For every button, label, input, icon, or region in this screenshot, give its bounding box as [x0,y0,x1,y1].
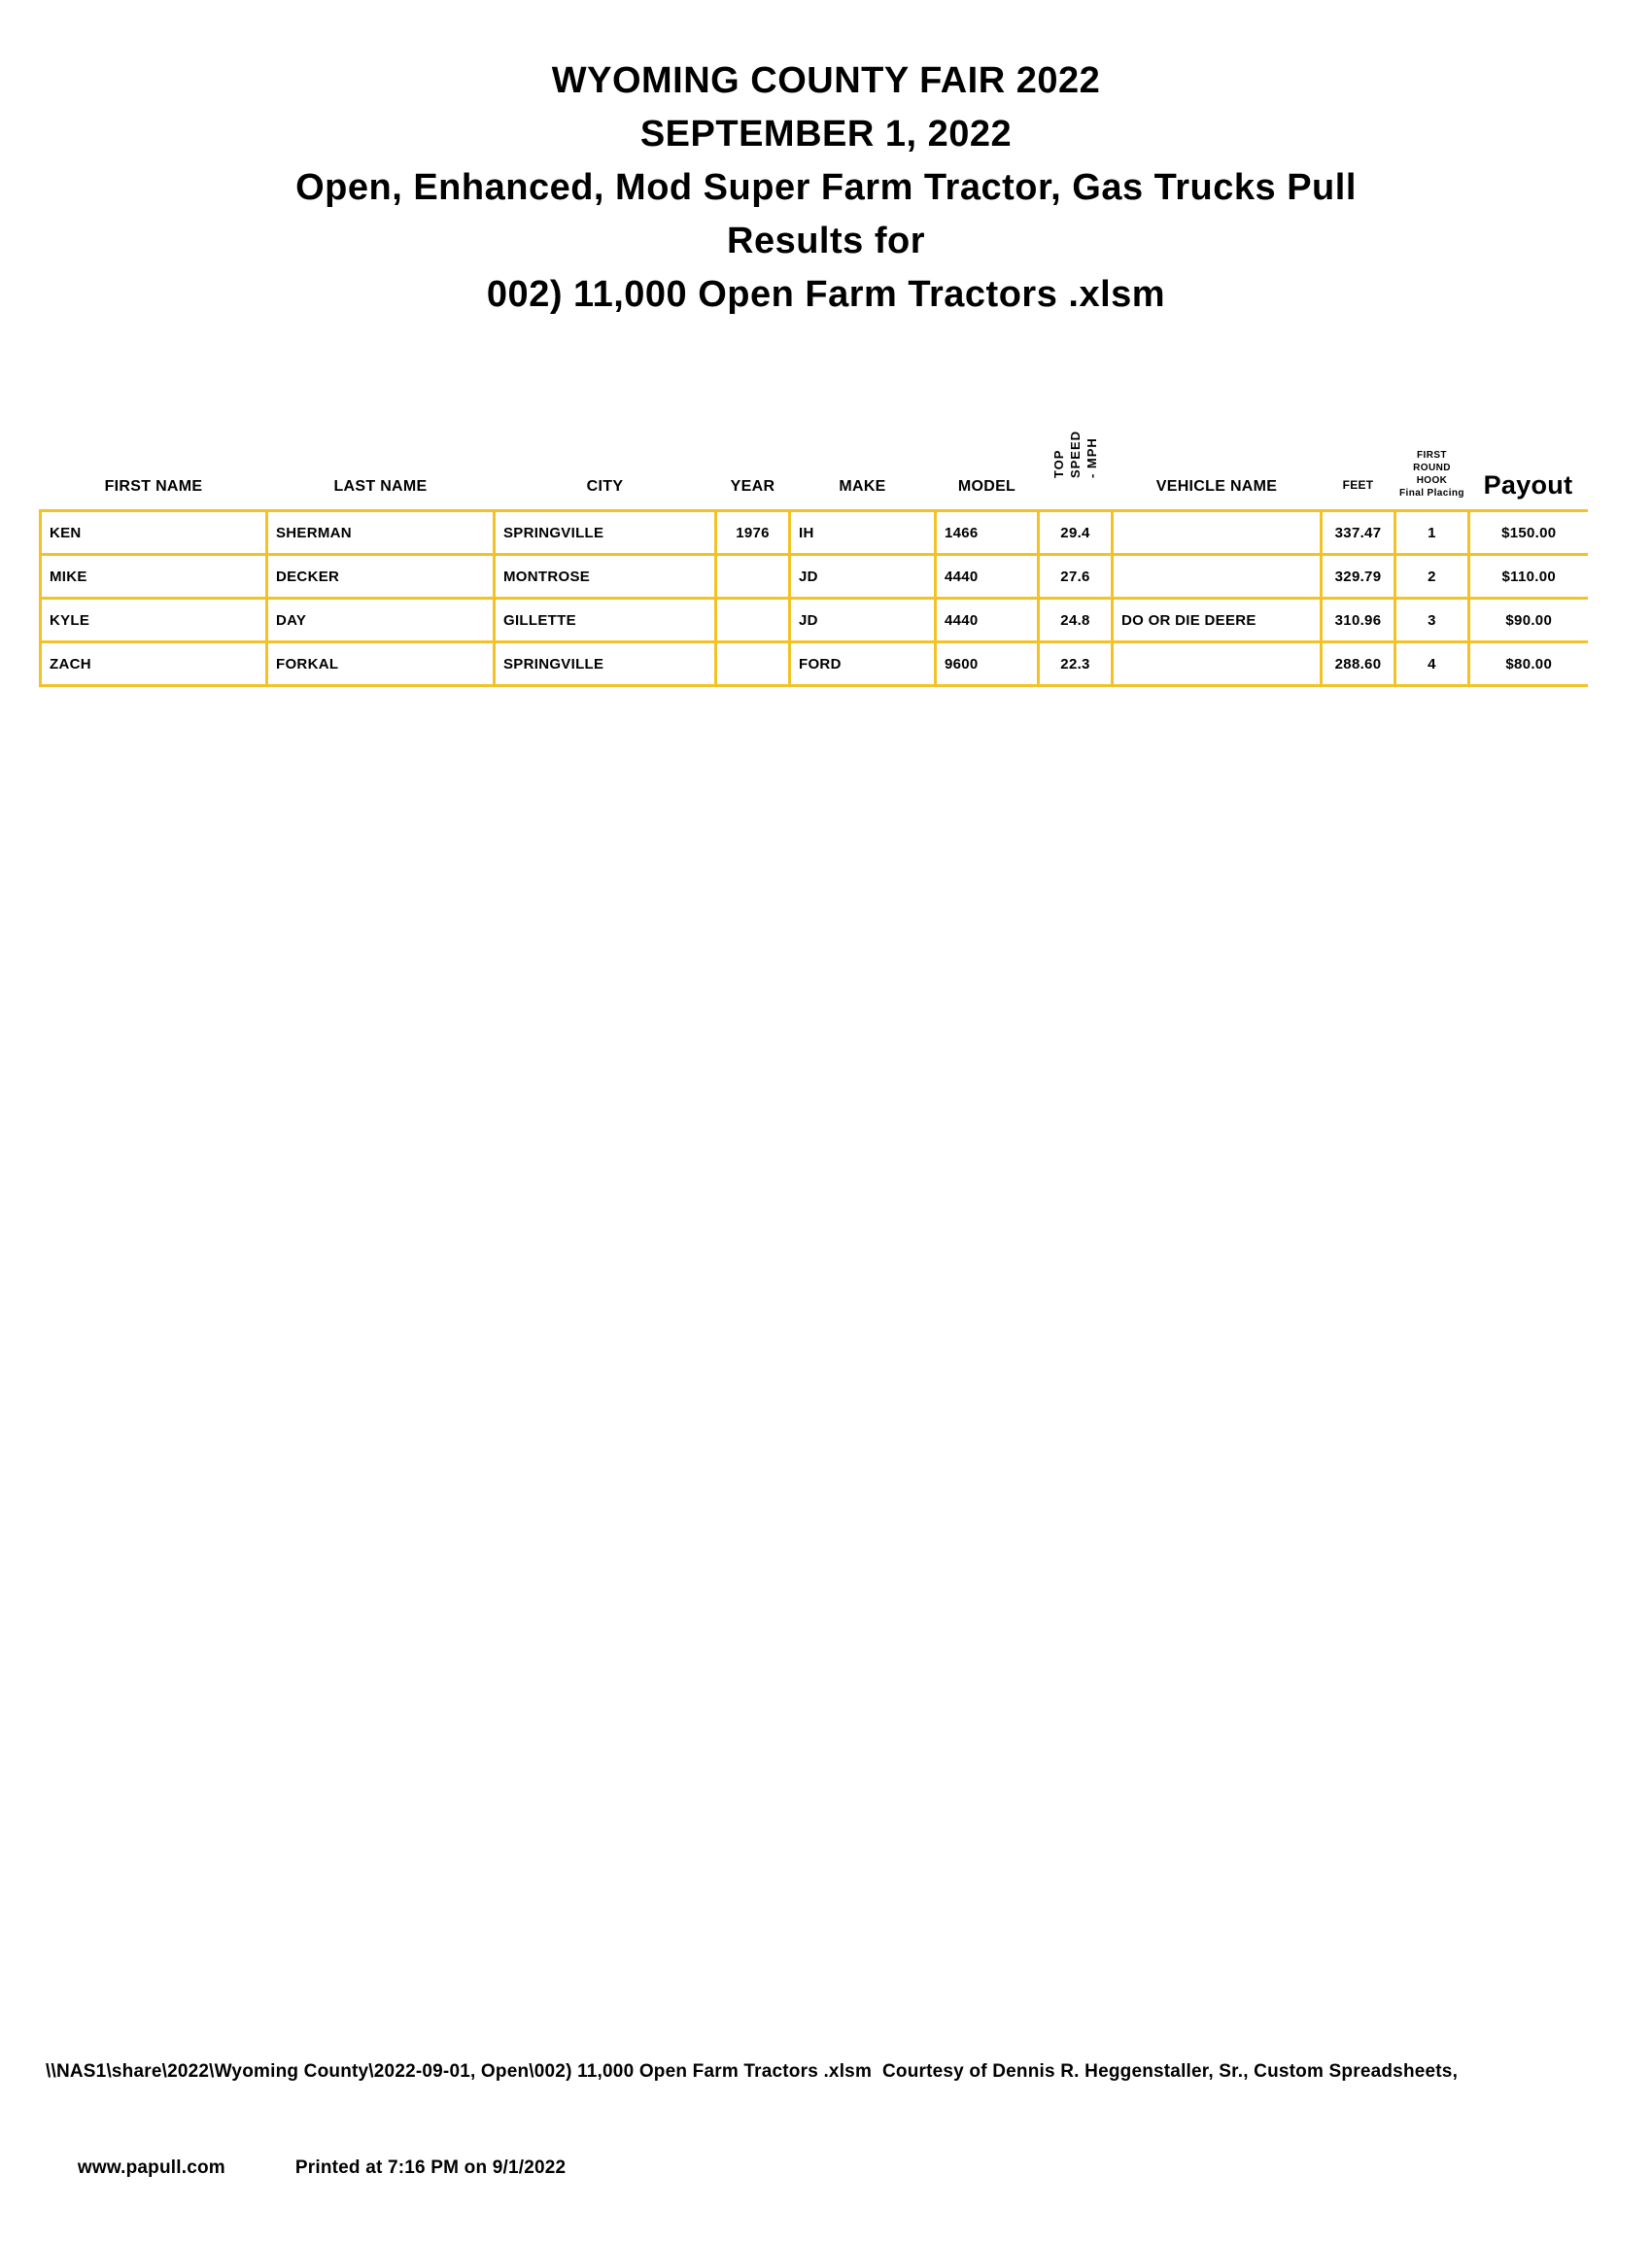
cell-vehicle-name [1113,642,1322,686]
cell-first-name: KYLE [41,599,267,642]
cell-payout: $80.00 [1469,642,1588,686]
cell-model: 1466 [936,511,1039,555]
title-date: SEPTEMBER 1, 2022 [639,114,1013,155]
cell-model: 9600 [936,642,1039,686]
header-model: MODEL [957,478,1016,495]
table-row [41,642,1588,686]
hook-line-final-placing: Final Placing [1399,488,1464,499]
cell-feet: 288.60 [1322,642,1395,686]
speed-line-top: TOP [1050,449,1066,478]
hook-line-first-round: FIRST ROUND [1413,450,1451,473]
cell-first-name: KEN [41,511,267,555]
table-row [41,599,1588,642]
cell-make: JD [790,599,936,642]
header-vehicle-name: VEHICLE NAME [1155,478,1278,495]
header-first-name: FIRST NAME [104,478,203,495]
cell-payout: $150.00 [1469,511,1588,555]
cell-vehicle-name: DO OR DIE DEERE [1113,599,1322,642]
cell-city: GILLETTE [495,599,716,642]
title-results-for: Results for [727,221,925,261]
cell-feet: 329.79 [1322,555,1395,599]
header-row [41,412,1588,511]
cell-model: 4440 [936,599,1039,642]
header-hook-placing [1395,412,1469,511]
cell-placing: 2 [1395,555,1469,599]
speed-line-mph: - MPH [1084,436,1099,478]
cell-make: JD [790,555,936,599]
cell-last-name: FORKAL [267,642,495,686]
cell-make: IH [790,511,936,555]
cell-last-name: SHERMAN [267,511,495,555]
cell-top-speed: 22.3 [1039,642,1113,686]
cell-feet: 337.47 [1322,511,1395,555]
cell-first-name: ZACH [41,642,267,686]
cell-top-speed: 27.6 [1039,555,1113,599]
header-city: CITY [586,478,624,495]
cell-first-name: MIKE [41,555,267,599]
title-filename: 002) 11,000 Open Farm Tractors .xlsm [486,274,1166,315]
cell-placing: 1 [1395,511,1469,555]
speed-line-speed: SPEED [1067,430,1083,478]
cell-year: 1976 [716,511,790,555]
table-row [41,511,1588,555]
header-make: MAKE [839,478,886,495]
cell-last-name: DECKER [267,555,495,599]
title-classes: Open, Enhanced, Mod Super Farm Tractor, Gas Trucks Pull [295,167,1357,208]
cell-payout: $110.00 [1469,555,1588,599]
header-year: YEAR [730,478,775,495]
footer-website: www.papull.com [77,2157,225,2178]
cell-year [716,642,790,686]
cell-city: SPRINGVILLE [495,642,716,686]
footer-file-path: \\NAS1\share\2022\Wyoming County\2022-09-01, Open\002) 11,000 Open Farm Tractors .xlsm Courtesy of Dennis R. Heggenstaller, Sr., Custom Spreadsheets, [46,2061,1459,2082]
hook-line-hook: HOOK [1416,475,1448,486]
footer-line2 [46,2136,1458,2200]
page-footer [46,2019,1458,2243]
cell-make: FORD [790,642,936,686]
cell-placing: 3 [1395,599,1469,642]
cell-last-name: DAY [267,599,495,642]
top-speed-rotated-label [1041,412,1111,496]
cell-placing: 4 [1395,642,1469,686]
cell-top-speed: 29.4 [1039,511,1113,555]
results-table [39,412,1588,687]
header-feet: FEET [1342,478,1374,492]
footer-printed-timestamp: Printed at 7:16 PM on 9/1/2022 [294,2157,567,2178]
cell-vehicle-name [1113,555,1322,599]
header-last-name: LAST NAME [333,478,428,495]
cell-top-speed: 24.8 [1039,599,1113,642]
header-top-speed [1039,412,1113,511]
cell-city: MONTROSE [495,555,716,599]
cell-year [716,599,790,642]
header-payout: Payout [1483,470,1573,500]
cell-year [716,555,790,599]
title-block [0,54,1652,322]
cell-feet: 310.96 [1322,599,1395,642]
cell-city: SPRINGVILLE [495,511,716,555]
table-row [41,555,1588,599]
cell-model: 4440 [936,555,1039,599]
cell-payout: $90.00 [1469,599,1588,642]
cell-vehicle-name [1113,511,1322,555]
title-event: WYOMING COUNTY FAIR 2022 [551,60,1101,101]
